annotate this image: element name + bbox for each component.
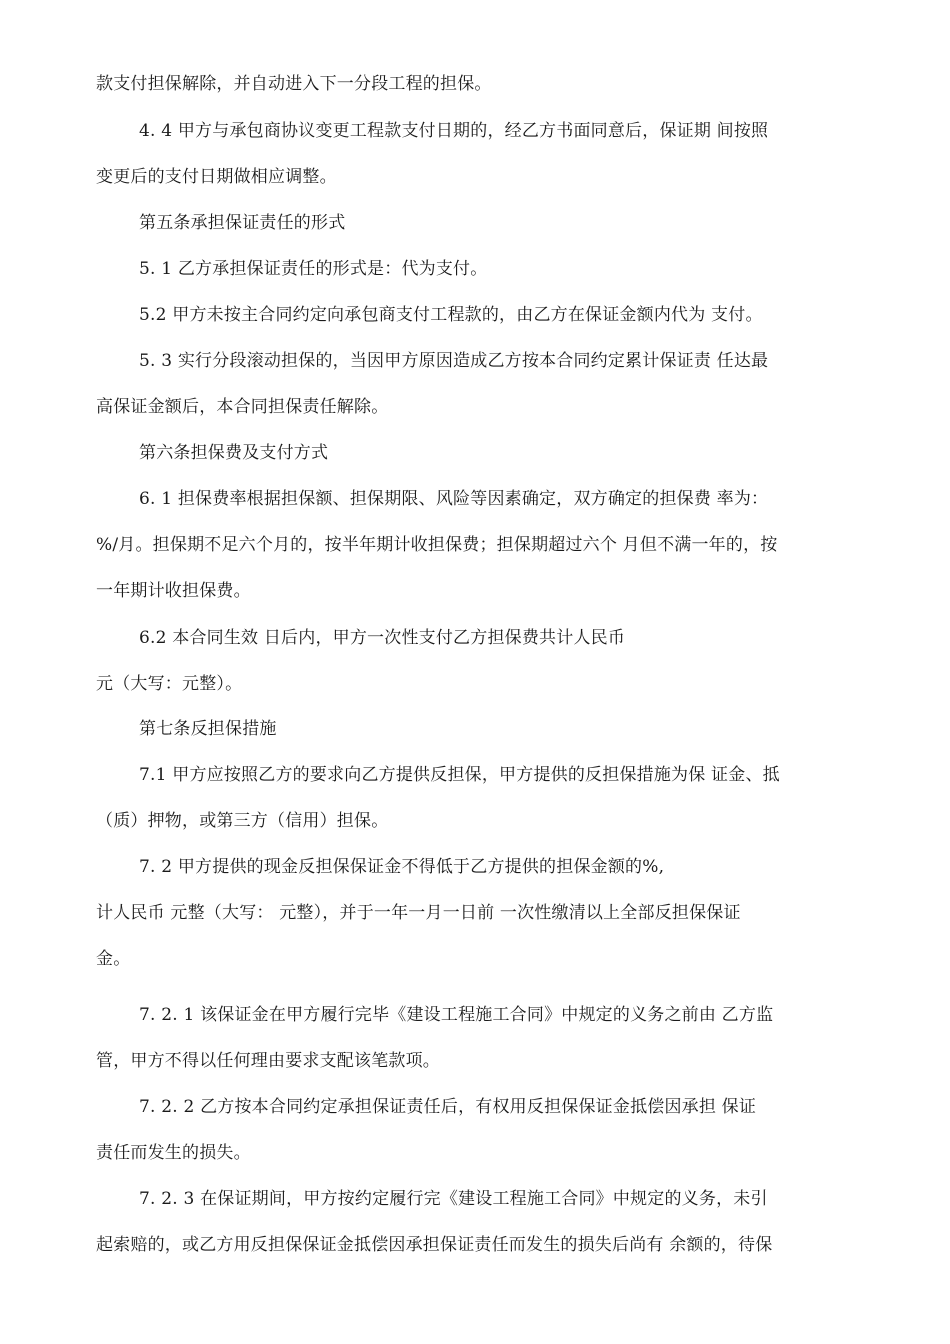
text-line: 元（大写：元整）。 xyxy=(96,674,243,694)
text-line: 责任而发生的损失。 xyxy=(96,1143,251,1163)
text-line: 管，甲方不得以任何理由要求支配该笔款项。 xyxy=(96,1051,440,1071)
text-line: 起索赔的，或乙方用反担保保证金抵偿因承担保证责任而发生的损失后尚有 余额的，待保 xyxy=(96,1235,773,1255)
text-line: 5.2 甲方未按主合同约定向承包商支付工程款的，由乙方在保证金额内代为 支付。 xyxy=(139,305,763,325)
text-line: 高保证金额后，本合同担保责任解除。 xyxy=(96,397,389,417)
text-line: 一年期计收担保费。 xyxy=(96,581,251,601)
text-line: 7. 2 甲方提供的现金反担保保证金不得低于乙方提供的担保金额的%, xyxy=(139,857,665,877)
text-line: 款支付担保解除，并自动进入下一分段工程的担保。 xyxy=(96,74,492,94)
text-line: 计人民币 元整（大写： 元整），并于一年一月一日前 一次性缴清以上全部反担保保证 xyxy=(96,903,741,923)
text-line: 5. 1 乙方承担保证责任的形式是：代为支付。 xyxy=(139,259,488,279)
text-line: 5. 3 实行分段滚动担保的，当因甲方原因造成乙方按本合同约定累计保证责 任达最 xyxy=(139,351,769,371)
text-line: 7. 2. 2 乙方按本合同约定承担保证责任后，有权用反担保保证金抵偿因承担 保证 xyxy=(139,1097,757,1117)
text-line: 6. 1 担保费率根据担保额、担保期限、风险等因素确定，双方确定的担保费 率为： xyxy=(139,489,769,509)
text-line: （质）押物，或第三方（信用）担保。 xyxy=(96,811,389,831)
text-line: 金。 xyxy=(96,949,131,969)
text-line: 7.1 甲方应按照乙方的要求向乙方提供反担保，甲方提供的反担保措施为保 证金、抵 xyxy=(139,765,780,785)
text-line: 变更后的支付日期做相应调整。 xyxy=(96,167,337,187)
section-heading: 第五条承担保证责任的形式 xyxy=(139,213,346,233)
text-line: 7. 2. 3 在保证期间，甲方按约定履行完《建设工程施工合同》中规定的义务，未引 xyxy=(139,1189,768,1209)
text-line: 6.2 本合同生效 日后内，甲方一次性支付乙方担保费共计人民币 xyxy=(139,628,626,648)
text-line: %/月。担保期不足六个月的，按半年期计收担保费；担保期超过六个 月但不满一年的，按 xyxy=(96,535,778,555)
text-line: 7. 2. 1 该保证金在甲方履行完毕《建设工程施工合同》中规定的义务之前由 乙方监 xyxy=(139,1005,774,1025)
section-heading: 第七条反担保措施 xyxy=(139,719,277,739)
section-heading: 第六条担保费及支付方式 xyxy=(139,443,329,463)
text-line: 4. 4 甲方与承包商协议变更工程款支付日期的，经乙方书面同意后，保证期 间按照 xyxy=(139,121,769,141)
